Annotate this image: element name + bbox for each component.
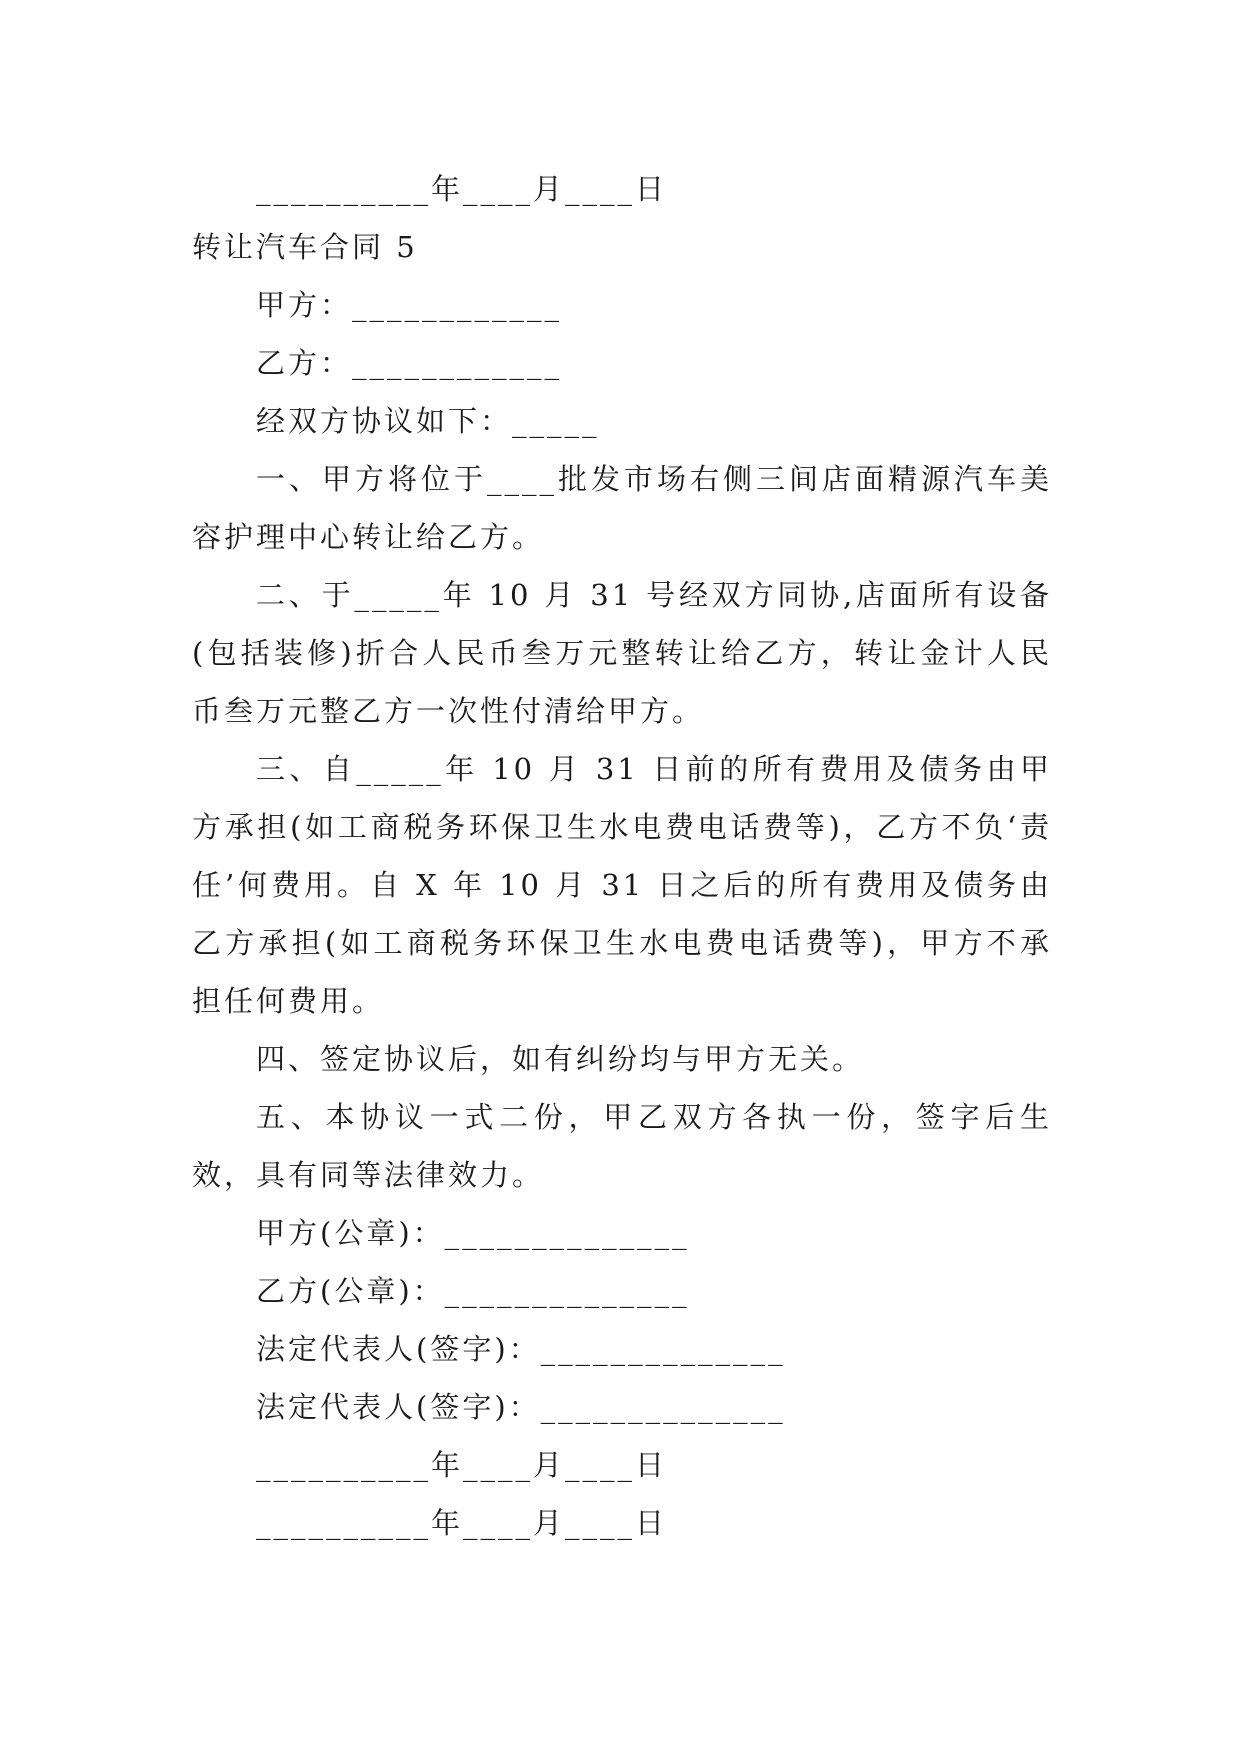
seal-a-line: 甲方(公章)：______________ bbox=[256, 1216, 690, 1250]
party-a-line: 甲方：____________ bbox=[256, 288, 563, 322]
date-line-top: __________年____月____日 bbox=[256, 172, 668, 206]
party-b-line: 乙方：____________ bbox=[256, 346, 563, 380]
clause-3: 三、自_____年 10 月 31 日前的所有费用及债务由甲方承担(如工商税务环保卫生水电费电话费等)，乙方不负‘责任’何费用。自 X 年 10 月 31 日之后的所有费用及债务由乙方承担(如工商税务环保卫生水电费电话费等)，甲方不承担任何费用。 bbox=[192, 752, 1052, 1018]
clause-1: 一、甲方将位于____批发市场右侧三间店面精源汽车美容护理中心转让给乙方。 bbox=[192, 462, 1052, 554]
representative-b-line: 法定代表人(签字)：______________ bbox=[256, 1390, 786, 1424]
clause-5: 五、本协议一式二份，甲乙双方各执一份，签字后生效，具有同等法律效力。 bbox=[192, 1100, 1052, 1192]
date-line-1: __________年____月____日 bbox=[256, 1448, 668, 1482]
document-title: 转让汽车合同 5 bbox=[192, 230, 418, 264]
date-line-2: __________年____月____日 bbox=[256, 1506, 668, 1540]
representative-a-line: 法定代表人(签字)：______________ bbox=[256, 1332, 786, 1366]
seal-b-line: 乙方(公章)：______________ bbox=[256, 1274, 690, 1308]
clause-4: 四、签定协议后，如有纠纷均与甲方无关。 bbox=[256, 1042, 865, 1076]
clause-2: 二、于_____年 10 月 31 号经双方同协,店面所有设备(包括装修)折合人民币叁万元整转让给乙方，转让金计人民币叁万元整乙方一次性付清给甲方。 bbox=[192, 578, 1052, 728]
contract-page bbox=[192, 160, 1052, 1552]
agreement-intro: 经双方协议如下：_____ bbox=[256, 404, 600, 438]
